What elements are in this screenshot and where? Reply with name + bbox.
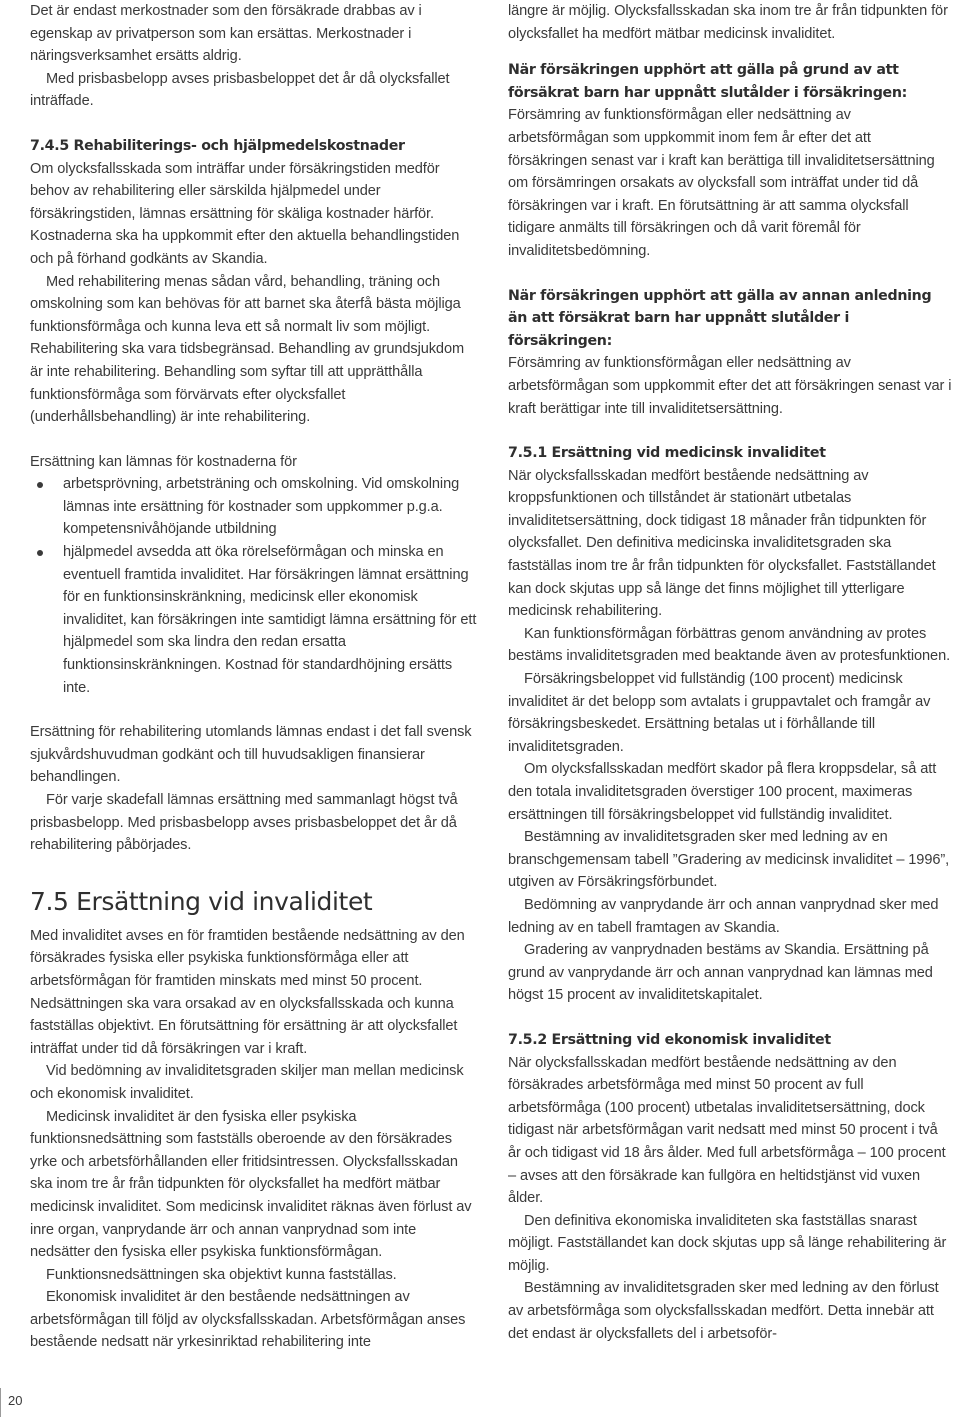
subheading-slutalder: När försäkringen upphört att gälla på grund av att försäkrat barn har uppnått slutålder i försäkringen: [508,62,908,101]
section-heading-7-5-1: 7.5.1 Ersättning vid medicinsk invaliditet [508,445,826,462]
page-margin-line [0,1388,1,1417]
paragraph: Försämring av funktionsförmågan eller nedsättning av arbetsförmågan som uppkommit efter det att försäkringen senast var i kraft berättigar inte till invaliditetsersättning. [508,355,952,417]
list-intro: Ersättning kan lämnas för kostnaderna för [30,453,297,470]
intro-paragraph: Det är endast merkostnader som den försäkrade drabbas av i egenskap av privatperson som kan ersättas. Merkostnader i näringsverksamhet ersätts aldrig. [30,3,422,65]
paragraph: När olycksfallsskadan medfört bestående nedsättning av den försäkrades arbetsförmåga med minst 50 procent av full arbetsförmåga (100 procent) utbetalas invaliditetsersättning, dock tidigast när arbetsförmågan varit nedsatt med minst 50 procent i två år och tidigast vid 18 års ålder. Med full arbetsförmåga – 100 procent – avses att den försäkrade kan fullgöra en heltidstjänst vid vuxen ålder. [508,1054,946,1207]
paragraph: Försäkringsbeloppet vid fullständig (100 procent) medicinsk invaliditet är det belopp som avtalats i gruppavtalet och framgår av försäkringsbeskedet. Ersättning betalas ut i förhållande till invaliditetsgraden. [508,671,931,755]
list-item: arbetsprövning, arbetsträning och omskolning. Vid omskolning lämnas inte ersättning för kostnader som uppkommer p.g.a. kompetensnivåhöjande utbildning [30,473,480,541]
subheading-annan-anledning: När försäkringen upphört att gälla av annan anledning än att försäkrat barn har uppnått slutålder i försäkringen: [508,287,932,349]
paragraph: Medicinsk invaliditet är den fysiska eller psykiska funktionsnedsättning som fastställs oberoende av den försäkrades yrke och arbetsförhållanden eller fritidsintressen. Olycksfallsskadan ska inom tre år från tidpunkten för olycksfallet ha medfört mätbar medicinsk invaliditet. Som medicinsk invaliditet räknas även förlust av inre organ, vanprydande ärr och annan vanprydnad som inte nedsätter den fysiska eller psykiska funktionsförmågan. [30,1108,472,1261]
section-heading-7-5: 7.5 Ersättning vid invaliditet [30,886,373,916]
paragraph: Gradering av vanprydnaden bestäms av Skandia. Ersättning på grund av vanprydande ärr och annan vanprydnad kan lämnas med högst 15 procent av invaliditetskapitalet. [508,942,933,1004]
section-heading-7-4-5: 7.4.5 Rehabiliterings- och hjälpmedelskostnader [30,137,405,154]
left-column [30,0,480,1354]
page-number: 20 [8,1393,23,1408]
paragraph: Vid bedömning av invaliditetsgraden skiljer man mellan medicinsk och ekonomisk invaliditet. [30,1063,464,1102]
paragraph: Kan funktionsförmågan förbättras genom användning av protes bestäms invaliditetsgraden med beaktande även av protesfunktionen. [508,625,951,665]
paragraph: Den definitiva ekonomiska invaliditeten ska fastställas snarast möjligt. Fastställandet kan dock skjutas upp så länge rehabilitering är möjlig. [508,1212,947,1274]
paragraph: När olycksfallsskadan medfört bestående nedsättning av kroppsfunktionen och tillståndet är stationärt utbetalas invaliditetsersättning, dock tidigast 18 månader från tidpunkten för olycksfallet. Den definitiva medicinska invaliditetsgraden ska fastställas inom tre år från tidpunkten för olycksfallet. Fastställandet kan dock skjutas upp så länge det finns möjlighet till ytterligare medicinsk rehabilitering. [508,467,936,620]
paragraph: Bestämning av invaliditetsgraden sker med ledning av den förlust av arbetsförmåga som olycksfallsskadan medfört. Detta innebär att det endast är olycksfallets del i arbetsoför- [508,1280,939,1342]
bullet-list [30,473,480,699]
prisbas-paragraph: Med prisbasbelopp avses prisbasbeloppet det år då olycksfallet inträffade. [30,70,450,110]
paragraph: Funktionsnedsättningen ska objektivt kunna fastställas. [46,1266,397,1283]
paragraph: Bestämning av invaliditetsgraden sker med ledning av en branschgemensam tabell ”Gradering av medicinsk invaliditet – 1996”, utgiven av Försäkringsförbundet. [508,829,950,891]
paragraph: Försämring av funktionsförmågan eller nedsättning av arbetsförmågan som uppkommit inom fem år efter det att försäkringen senast var i kraft kan berättiga till invaliditetsersättning om försämringen orsakats av olycksfall som inträffat under tid då försäkringen var i kraft. En förutsättning är att samma olycksfall tidigare anmälts till försäkringen och då varit föremål för invaliditetsbedömning. [508,107,935,259]
paragraph: För varje skadefall lämnas ersättning med sammanlagt högst två prisbasbelopp. Med prisbasbelopp avses prisbasbeloppet det år då rehabilitering påbörjades. [30,792,458,854]
paragraph: Bedömning av vanprydande ärr och annan vanprydnad sker med ledning av en tabell framtagen av Skandia. [508,896,939,936]
paragraph: Med rehabilitering menas sådan vård, behandling, träning och omskolning som kan behövas för att barnet ska återfå bästa möjliga funktionsförmåga och kunna leva ett så normalt liv som möjligt. Rehabilitering ska vara tidsbegränsad. Behandling av grundsjukdom är inte rehabilitering. Behandling som syftar till att upprätthålla funktionsförmåga som förvärvats efter olycksfallet (underhållsbehandling) är inte rehabilitering. [30,273,465,426]
section-heading-7-5-2: 7.5.2 Ersättning vid ekonomisk invaliditet [508,1031,831,1048]
paragraph: Ersättning för rehabilitering utomlands lämnas endast i det fall svensk sjukvårdshuvudman godkänt och till huvudsakligen finansierar behandlingen. [30,724,472,786]
paragraph: Om olycksfallsskadan medfört skador på flera kroppsdelar, så att den totala invaliditetsgraden överstiger 100 procent, maximeras ersättningen till försäkringsbeloppet vid fullständig invaliditet. [508,761,937,823]
paragraph: Ekonomisk invaliditet är den bestående nedsättningen av arbetsförmågan till följd av olycksfallsskadan. Arbetsförmågan anses bestående nedsatt när yrkesinriktad rehabilitering inte [30,1289,466,1351]
paragraph: Med invaliditet avses en för framtiden bestående nedsättning av den försäkrades fysiska eller psykiska funktionsförmåga eller att arbetsförmågan för framtiden minskats med minst 50 procent. Nedsättningen ska vara orsakad av en olycksfallsskada och kunna fastställas objektivt. En förutsättning för ersättning är att olycksfallet inträffat under tid då försäkringen var i kraft. [30,927,465,1057]
paragraph: längre är möjlig. Olycksfallsskadan ska inom tre år från tidpunkten för olycksfallet ha medfört mätbar medicinsk invaliditet. [508,3,948,42]
paragraph: Om olycksfallsskada som inträffar under försäkringstiden medför behov av rehabilitering eller särskilda hjälpmedel under försäkringstiden, lämnas ersättning för skäliga kostnader härför. Kostnaderna ska ha uppkommit efter den aktuella behandlingstiden och på förhand godkänts av Skandia. [30,160,460,267]
list-item: hjälpmedel avsedda att öka rörelseförmågan och minska en eventuell framtida invaliditet. Har försäkringen lämnat ersättning för en funktionsinskränkning, medicinsk eller ekonomisk invaliditet, kan försäkringen inte samtidigt lämna ersättning för ett hjälpmedel som ska lindra den redan ersatta funktionsinskränkningen. Kostnad för standardhöjning ersätts inte. [30,541,480,699]
right-column [508,0,953,1345]
